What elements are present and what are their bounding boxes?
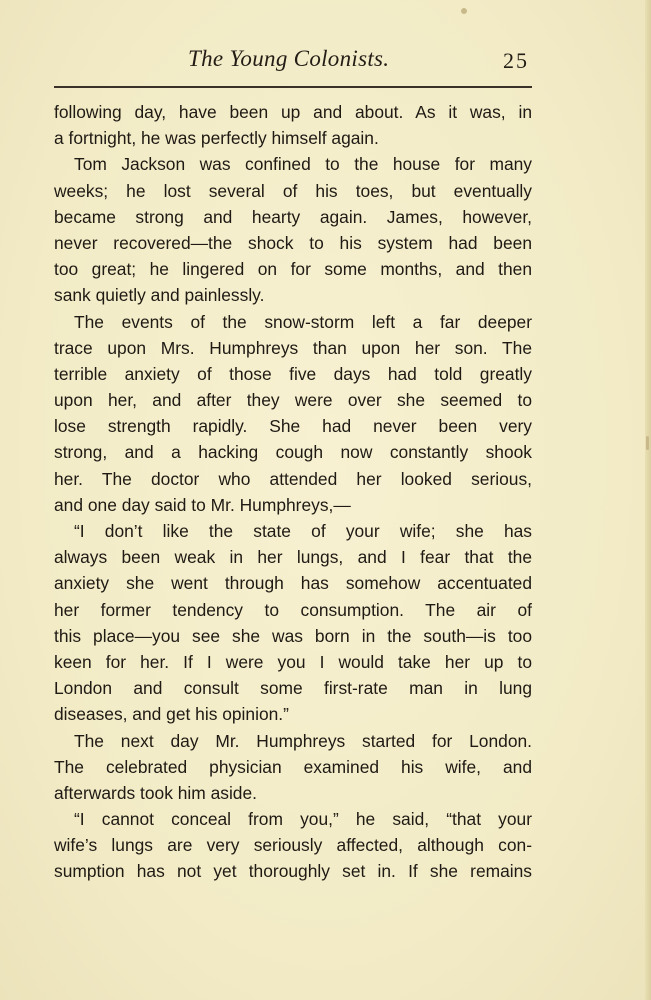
text-line: lose strength rapidly. She had never been very: [54, 416, 532, 437]
text-line: upon her, and after they were over she seemed to: [54, 390, 532, 411]
text-line: terrible anxiety of those five days had told greatly: [54, 363, 532, 384]
paper-speck: [646, 436, 649, 450]
text-line: weeks; he lost several of his toes, but eventually: [54, 180, 532, 201]
text-line: “I cannot conceal from you,” he said, “that your: [74, 809, 532, 830]
text-line: keen for her. If I were you I would take her up to: [54, 651, 532, 672]
text-line: strong, and a hacking cough now constantly shook: [54, 442, 532, 463]
text-line: always been weak in her lungs, and I fear that the: [54, 547, 532, 568]
text-line: too great; he lingered on for some months, and then: [54, 259, 532, 280]
text-line: afterwards took him aside.: [54, 782, 257, 803]
text-line: London and consult some first-rate man in lung: [54, 678, 532, 699]
page-number: 25: [503, 48, 529, 73]
header-rule: [54, 86, 532, 88]
text-line: following day, have been up and about. As it was, in: [54, 102, 532, 122]
running-title: The Young Colonists.: [188, 46, 390, 71]
text-line: this place—you see she was born in the south—is too: [54, 625, 532, 646]
text-line: and one day said to Mr. Humphreys,—: [54, 494, 351, 515]
text-line: wife’s lungs are very seriously affected, although con-: [54, 835, 532, 856]
text-line: diseases, and get his opinion.”: [54, 704, 289, 725]
text-line: anxiety she went through has somehow accentuated: [54, 573, 532, 594]
text-line: The celebrated physician examined his wife, and: [54, 756, 532, 777]
text-line: Tom Jackson was confined to the house for many: [74, 154, 532, 175]
text-line: sumption has not yet thoroughly set in. If she remains: [54, 861, 532, 882]
text-line: never recovered—the shock to his system had been: [54, 232, 532, 253]
text-line: The next day Mr. Humphreys started for London.: [74, 730, 532, 751]
text-line: trace upon Mrs. Humphreys than upon her son. The: [54, 337, 532, 358]
page-edge: [645, 0, 651, 1000]
text-line: became strong and hearty again. James, however,: [54, 206, 532, 227]
text-line: her. The doctor who attended her looked serious,: [54, 468, 532, 489]
body-text: [54, 99, 532, 885]
text-line: sank quietly and painlessly.: [54, 285, 265, 306]
paper-speck: [461, 8, 467, 14]
text-line: The events of the snow-storm left a far deeper: [74, 311, 532, 332]
text-line: her former tendency to consumption. The air of: [54, 599, 532, 620]
text-line: “I don’t like the state of your wife; she has: [74, 521, 532, 541]
running-header: [0, 44, 651, 78]
text-line: a fortnight, he was perfectly himself again.: [54, 128, 379, 149]
